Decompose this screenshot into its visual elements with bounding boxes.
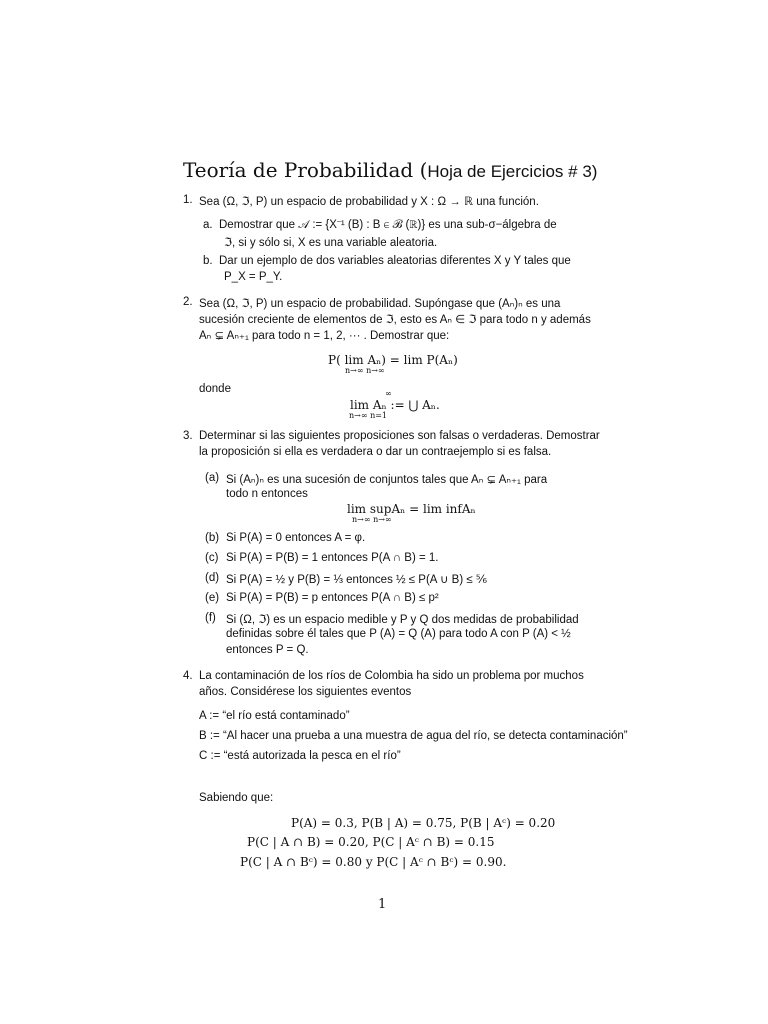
- problem-4-number: 4.: [183, 670, 193, 682]
- event-a-definition: A := “el río está contaminado”: [199, 710, 350, 722]
- problem-1-number: 1.: [183, 194, 193, 206]
- problem-2-equation-1: P( lim Aₙ) = lim P(Aₙ): [328, 353, 458, 367]
- problem-1b-label: b.: [203, 255, 213, 267]
- problem-3a-equation: lim supAₙ = lim infAₙ: [347, 502, 476, 516]
- problem-1a-line1: Demostrar que 𝒜 := {X⁻¹ (B) : B ∈ ℬ (ℝ)} es una sub-σ−álgebra de: [219, 219, 557, 231]
- problem-4-equation-1: P(A) = 0.3, P(B | A) = 0.75, P(B | Aᶜ) = 0.20: [291, 816, 556, 830]
- problem-2-equation-1-sub: n→∞ n→∞: [345, 366, 385, 375]
- problem-1a-label: a.: [203, 219, 213, 231]
- problem-3-number: 3.: [183, 430, 193, 442]
- problem-3f-line1: Si (Ω, ℑ) es un espacio medible y P y Q dos medidas de probabilidad: [226, 614, 579, 626]
- problem-3a-line1: Si (Aₙ)ₙ es una sucesión de conjuntos tales que Aₙ ⊊ Aₙ₊₁ para: [226, 474, 548, 486]
- problem-3f-line3: entonces P = Q.: [226, 644, 309, 656]
- problem-3b-text: Si P(A) = 0 entonces A = φ.: [226, 532, 366, 544]
- problem-2-equation-2-sub: n→∞ n=1: [349, 411, 388, 420]
- problem-1a-line2: ℑ, si y sólo si, X es una variable aleatoria.: [224, 237, 438, 249]
- problem-2-donde: donde: [199, 383, 231, 395]
- problem-4-line2: años. Considérese los siguientes eventos: [199, 686, 412, 698]
- event-c-definition: C := “está autorizada la pesca en el río”: [199, 750, 401, 762]
- problem-3a-equation-sub: n→∞ n→∞: [352, 515, 392, 524]
- problem-2-equation-2: lim Aₙ := ⋃ Aₙ.: [350, 398, 440, 412]
- problem-3b-label: (b): [205, 532, 220, 544]
- problem-2-line3: Aₙ ⊊ Aₙ₊₁ para todo n = 1, 2, ··· . Demostrar que:: [199, 330, 450, 342]
- problem-4-sabiendo: Sabiendo que:: [199, 792, 274, 804]
- problem-3f-label: (f): [205, 612, 216, 624]
- problem-1b-line1: Dar un ejemplo de dos variables aleatorias diferentes X y Y tales que: [219, 255, 571, 267]
- problem-3d-text: Si P(A) = ½ y P(B) = ⅓ entonces ½ ≤ P(A ∪ B) ≤ ⅚: [226, 574, 488, 586]
- problem-3d-label: (d): [205, 572, 220, 584]
- document-title: [183, 158, 597, 182]
- problem-3-line2: la proposición si ella es verdadera o dar un contraejemplo si es falsa.: [199, 446, 552, 458]
- problem-3f-line2: definidas sobre él tales que P (A) = Q (A) para todo A con P (A) < ½: [226, 628, 571, 640]
- problem-1b-line2: P_X = P_Y.: [224, 271, 283, 283]
- page-number: 1: [378, 897, 387, 912]
- problem-3-line1: Determinar si las siguientes proposiciones son falsas o verdaderas. Demostrar: [199, 430, 600, 442]
- title-subtitle: Hoja de Ejercicios # 3): [427, 162, 598, 181]
- problem-3c-label: (c): [205, 552, 219, 564]
- problem-4-equation-3: P(C | A ∩ Bᶜ) = 0.80 y P(C | Aᶜ ∩ Bᶜ) = 0.90.: [240, 855, 507, 869]
- title-main: Teoría de Probabilidad (: [183, 158, 428, 182]
- problem-3a-label: (a): [205, 472, 220, 484]
- problem-3c-text: Si P(A) = P(B) = 1 entonces P(A ∩ B) = 1.: [226, 552, 439, 564]
- problem-3e-label: (e): [205, 592, 220, 604]
- problem-4-line1: La contaminación de los ríos de Colombia ha sido un problema por muchos: [199, 670, 584, 682]
- problem-2-number: 2.: [183, 296, 193, 308]
- problem-1-text: Sea (Ω, ℑ, P) un espacio de probabilidad y X : Ω → ℝ una función.: [199, 196, 539, 208]
- problem-4-equation-2: P(C | A ∩ B) = 0.20, P(C | Aᶜ ∩ B) = 0.15: [247, 835, 495, 849]
- problem-3e-text: Si P(A) = P(B) = p entonces P(A ∩ B) ≤ p²: [226, 592, 439, 604]
- problem-2-equation-2-top: ∞: [385, 389, 392, 398]
- problem-3a-line2: todo n entonces: [226, 488, 308, 500]
- problem-2-line1: Sea (Ω, ℑ, P) un espacio de probabilidad. Supóngase que (Aₙ)ₙ es una: [199, 298, 561, 310]
- event-b-definition: B := “Al hacer una prueba a una muestra de agua del río, se detecta contaminación”: [199, 730, 628, 742]
- problem-2-line2: sucesión creciente de elementos de ℑ, esto es Aₙ ∈ ℑ para todo n y además: [199, 314, 591, 326]
